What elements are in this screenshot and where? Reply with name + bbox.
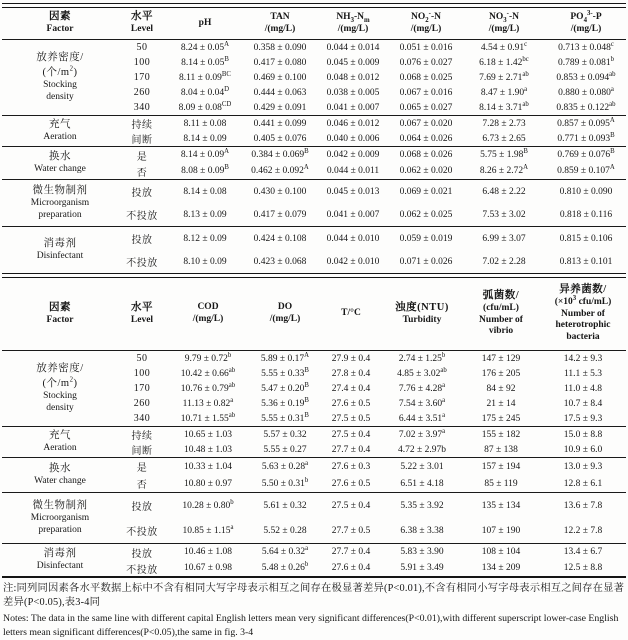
table-row [2, 458, 626, 476]
table-row [2, 493, 626, 519]
level-cell: 170 [133, 72, 151, 83]
value-cell: 10.48 ± 1.03 [184, 444, 232, 455]
factor-group [2, 427, 626, 458]
value-cell: 13.4 ± 6.7 [563, 547, 603, 557]
level-cell: 投放 [131, 188, 153, 199]
column-header: 水平 Level [130, 301, 154, 325]
column-header: $NO_3^--N$ /(mg/L) [488, 9, 520, 34]
value-cell: 0.880 ± 0.080$^a$ [558, 85, 614, 98]
value-cell: 0.405 ± 0.076 [253, 133, 307, 144]
value-cell: 7.53 ± 3.02 [482, 209, 526, 220]
factor-group [2, 227, 626, 274]
value-cell: 2.74 ± 1.25$^b$ [398, 351, 446, 364]
value-cell: 10.7 ± 8.4 [563, 398, 603, 409]
value-cell: 0.818 ± 0.116 [559, 209, 613, 220]
value-cell: 0.430 ± 0.100 [253, 186, 307, 197]
table-row [2, 180, 626, 204]
level-cell: 投放 [131, 502, 153, 513]
value-cell: $8.14 \pm 0.05^B$ [181, 55, 229, 68]
value-cell: 0.048 ± 0.012 [326, 72, 380, 83]
value-cell: 5.35 ± 3.92 [400, 500, 444, 511]
level-cell: 170 [133, 383, 151, 394]
factor-group [2, 458, 626, 493]
value-cell: 12.2 ± 7.8 [563, 525, 603, 536]
value-cell: 14.2 ± 9.3 [563, 353, 603, 364]
value-cell: 0.042 ± 0.009 [326, 150, 380, 160]
column-header: 水平 Level [130, 11, 154, 35]
value-cell: 10.28 ± 0.80$^b$ [182, 498, 234, 511]
value-cell: $0.859 \pm 0.107^A$ [557, 163, 615, 176]
value-cell: 0.067 ± 0.016 [399, 87, 453, 98]
value-cell: 11.0 ± 4.8 [563, 383, 603, 394]
value-cell: 10.67 ± 0.98 [184, 563, 232, 573]
table-notes [3, 582, 625, 640]
value-cell: 108 ± 104 [481, 547, 521, 557]
value-cell: 157 ± 194 [481, 461, 521, 472]
value-cell: 0.815 ± 0.106 [559, 233, 613, 244]
value-cell: 11.1 ± 5.3 [563, 368, 603, 379]
value-cell: 155 ± 182 [481, 429, 521, 440]
value-cell: 175 ± 245 [481, 413, 521, 424]
column-header: $NO_2^--N$ /(mg/L) [410, 9, 442, 34]
factor-group [2, 544, 626, 577]
value-cell: $8.11 \pm 0.09^{BC}$ [179, 70, 231, 83]
value-cell: 0.810 ± 0.090 [559, 186, 613, 197]
value-cell: 6.73 ± 2.65 [482, 133, 526, 144]
column-header: 因素 Factor [46, 301, 74, 325]
value-cell: 12.5 ± 8.8 [563, 563, 603, 573]
value-cell: 0.051 ± 0.016 [399, 42, 453, 53]
value-cell: 27.9 ± 0.4 [331, 353, 371, 364]
value-cell: 0.853 ± 0.094$^{ab}$ [556, 70, 616, 83]
value-cell: 7.69 ± 2.71$^{ab}$ [479, 70, 529, 83]
factor-cell: 放养密度/ (个$/m^2$) Stocking density [36, 363, 84, 413]
column-header: $NH_3-N_m$ /(mg/L) [336, 11, 370, 34]
value-cell: 10.33 ± 1.04 [184, 461, 232, 472]
factor-group [2, 351, 626, 427]
factor-group [2, 493, 626, 544]
value-cell: 0.067 ± 0.020 [399, 118, 453, 129]
factor-group [2, 116, 626, 147]
value-cell: 0.041 ± 0.007 [326, 102, 380, 113]
value-cell: 84 ± 92 [486, 383, 516, 394]
value-cell: 8.13 ± 0.09 [183, 209, 227, 220]
value-cell: $0.462 \pm 0.092^A$ [251, 163, 309, 176]
note-chinese: 注:同列同因素各水平数据上标中不含有相同大写字母表示相互之间存在极显著差异(P<0.01),不含有相同小写字母表示相互之间存在显著差异(P<0.05),表3-4同 [3, 583, 625, 609]
value-cell: 27.4 ± 0.4 [331, 383, 371, 394]
level-cell: 是 [136, 463, 148, 474]
value-cell: 10.65 ± 1.03 [184, 429, 232, 440]
value-cell: 7.28 ± 2.73 [482, 118, 526, 129]
value-cell: 27.7 ± 0.4 [331, 444, 371, 455]
value-cell: 7.54 ± 3.60$^a$ [398, 396, 446, 409]
value-cell: 27.6 ± 0.3 [331, 461, 371, 472]
value-cell: 0.424 ± 0.108 [253, 233, 307, 244]
header-row [2, 278, 626, 351]
factor-cell: 消毒剂 Disinfectant [36, 237, 84, 262]
value-cell: 27.7 ± 0.4 [331, 547, 371, 557]
table-row [2, 40, 626, 56]
water-quality-table-2 [2, 278, 626, 576]
value-cell: 27.6 ± 0.5 [331, 398, 371, 409]
level-cell: 投放 [131, 235, 153, 246]
factor-cell: 微生物制剂 Microorganism preparation [30, 185, 90, 221]
value-cell: 10.42 ± 0.66$^{ab}$ [180, 366, 236, 379]
value-cell: 0.358 ± 0.090 [253, 42, 307, 53]
value-cell: 0.045 ± 0.009 [326, 57, 380, 68]
value-cell: $5.55 \pm 0.31^B$ [261, 411, 309, 424]
value-cell: 0.038 ± 0.005 [326, 87, 380, 98]
level-cell: 不投放 [126, 258, 158, 269]
value-cell: $8.04 \pm 0.04^D$ [180, 85, 230, 98]
value-cell: 0.713 ± 0.048$^c$ [558, 40, 614, 53]
level-cell: 50 [136, 353, 148, 364]
table-row [2, 351, 626, 367]
level-cell: 340 [133, 102, 151, 113]
value-cell: $0.857 \pm 0.095^A$ [557, 116, 615, 129]
value-cell: 0.469 ± 0.100 [253, 72, 307, 83]
table-row [2, 427, 626, 443]
level-cell: 不投放 [126, 527, 158, 538]
value-cell: 5.55 ± 0.27 [263, 444, 307, 455]
level-cell: 否 [136, 167, 148, 179]
level-cell: 50 [136, 42, 148, 53]
value-cell: 12.8 ± 6.1 [563, 478, 603, 489]
value-cell: 0.068 ± 0.025 [399, 72, 453, 83]
value-cell: 27.5 ± 0.4 [331, 429, 371, 440]
value-cell: 7.02 ± 2.28 [482, 256, 526, 267]
note-english: Notes: The data in the same line with different capital English letters mean very significant differences(P<0.01),with different superscript lower-case English letters mean significant differences(P<0.05),the same in fig. 3-4 [3, 612, 619, 639]
value-cell: $8.24 \pm 0.05^A$ [180, 40, 230, 53]
value-cell: 0.065 ± 0.027 [399, 102, 453, 113]
factor-group [2, 180, 626, 227]
value-cell: 7.76 ± 4.28$^a$ [398, 381, 446, 394]
column-header: pH [198, 17, 212, 28]
value-cell: 0.835 ± 0.122$^{ab}$ [556, 100, 616, 113]
value-cell: 0.064 ± 0.026 [399, 133, 453, 144]
value-cell: 10.85 ± 1.15$^a$ [182, 523, 234, 536]
value-cell: $0.771 \pm 0.093^B$ [557, 131, 615, 144]
value-cell: 6.99 ± 3.07 [482, 233, 526, 244]
value-cell: 0.062 ± 0.020 [399, 166, 453, 176]
value-cell: 0.045 ± 0.013 [326, 186, 380, 197]
value-cell: $8.26 \pm 2.72^A$ [479, 163, 529, 176]
value-cell: $0.384 \pm 0.069^B$ [251, 147, 309, 160]
column-header: 异养菌数/ ($\times 10^3$ cfu/mL) Number of heterotrophic bacteria [554, 284, 612, 342]
value-cell: 134 ± 209 [481, 563, 521, 573]
level-cell: 间断 [131, 446, 153, 457]
value-cell: 0.044 ± 0.014 [326, 42, 380, 53]
value-cell: 0.059 ± 0.019 [399, 233, 453, 244]
value-cell: 8.12 ± 0.09 [183, 233, 227, 244]
value-cell: 0.441 ± 0.099 [253, 118, 307, 129]
factor-cell: 换水 Water change [34, 462, 86, 487]
value-cell: 5.64 ± 0.32$^a$ [261, 544, 309, 557]
value-cell: 87 ± 138 [484, 444, 518, 455]
value-cell: 4.54 ± 0.91$^c$ [480, 40, 528, 53]
value-cell: $8.14 \pm 0.09^A$ [180, 147, 230, 160]
value-cell: 5.48 ± 0.26$^b$ [261, 560, 309, 573]
value-cell: 6.48 ± 2.22 [482, 186, 526, 197]
value-cell: 8.14 ± 0.09 [183, 133, 227, 144]
level-cell: 340 [133, 413, 151, 424]
header-row [2, 8, 626, 40]
value-cell: $5.47 \pm 0.20^B$ [261, 381, 309, 394]
value-cell: 8.14 ± 0.08 [183, 186, 227, 197]
value-cell: $5.55 \pm 0.33^B$ [261, 366, 309, 379]
value-cell: 0.069 ± 0.021 [399, 186, 453, 197]
column-header: T/°C [341, 308, 361, 319]
value-cell: 0.444 ± 0.063 [253, 87, 307, 98]
level-cell: 持续 [131, 120, 153, 131]
value-cell: 15.0 ± 8.8 [563, 429, 603, 440]
value-cell: 8.47 ± 1.90$^a$ [480, 85, 528, 98]
value-cell: 27.6 ± 0.4 [331, 563, 371, 573]
value-cell: 10.80 ± 0.97 [184, 478, 232, 489]
level-cell: 是 [136, 151, 148, 163]
value-cell: $8.08 \pm 0.09^B$ [181, 163, 229, 176]
level-cell: 间断 [131, 135, 153, 146]
value-cell: 8.11 ± 0.08 [183, 118, 227, 129]
factor-group [2, 147, 626, 180]
value-cell: $0.769 \pm 0.076^B$ [557, 147, 615, 160]
value-cell: 8.14 ± 3.71$^{ab}$ [479, 100, 529, 113]
column-header: 因素 Factor [46, 11, 74, 35]
value-cell: $5.89 \pm 0.17^A$ [260, 351, 310, 364]
value-cell: 6.44 ± 3.51$^a$ [398, 411, 446, 424]
value-cell: 5.52 ± 0.28 [263, 525, 307, 536]
level-cell: 100 [133, 57, 151, 68]
level-cell: 不投放 [126, 564, 158, 576]
column-header: COD /(mg/L) [192, 302, 224, 324]
value-cell: 13.6 ± 7.8 [563, 500, 603, 511]
value-cell: 6.51 ± 4.18 [400, 478, 444, 489]
value-cell: $8.09 \pm 0.08^{CD}$ [178, 100, 232, 113]
value-cell: 10.71 ± 1.55$^{ab}$ [180, 411, 236, 424]
water-quality-table-1 [2, 8, 626, 273]
factor-cell: 消毒剂 Disinfectant [36, 547, 84, 572]
value-cell: 176 ± 205 [481, 368, 521, 379]
table-row [2, 116, 626, 132]
column-header: 弧菌数/ (cfu/mL) Number of vibrio [479, 290, 523, 337]
table-row [2, 227, 626, 251]
value-cell: 0.044 ± 0.011 [326, 166, 380, 176]
value-cell: 5.22 ± 3.01 [400, 461, 444, 472]
value-cell: 0.040 ± 0.006 [326, 133, 380, 144]
value-cell: 5.50 ± 0.31$^b$ [261, 476, 309, 489]
level-cell: 100 [133, 368, 151, 379]
value-cell: 147 ± 129 [481, 353, 521, 364]
table-row [2, 147, 626, 164]
value-cell: 9.79 ± 0.72$^b$ [184, 351, 232, 364]
level-cell: 不投放 [126, 211, 158, 222]
value-cell: 4.72 ± 2.97b [398, 444, 446, 455]
value-cell: 0.044 ± 0.010 [326, 233, 380, 244]
value-cell: 6.38 ± 3.38 [400, 525, 444, 536]
value-cell: 27.5 ± 0.4 [331, 500, 371, 511]
value-cell: 13.0 ± 9.3 [563, 461, 603, 472]
column-header: TAN /(mg/L) [264, 11, 296, 34]
value-cell: 0.417 ± 0.080 [253, 57, 307, 68]
value-cell: 0.813 ± 0.101 [559, 256, 613, 267]
level-cell: 260 [133, 87, 151, 98]
factor-cell: 充气 Aeration [43, 118, 77, 143]
value-cell: 4.85 ± 3.02$^{ab}$ [397, 366, 447, 379]
column-header: DO /(mg/L) [269, 302, 301, 324]
value-cell: 8.10 ± 0.09 [183, 256, 227, 267]
value-cell: 0.071 ± 0.026 [399, 256, 453, 267]
value-cell: 85 ± 119 [484, 478, 518, 489]
value-cell: 7.02 ± 3.97$^a$ [398, 427, 446, 440]
value-cell: 0.423 ± 0.068 [253, 256, 307, 267]
value-cell: 0.068 ± 0.026 [399, 150, 453, 160]
value-cell: 10.46 ± 1.08 [184, 547, 232, 557]
value-cell: 0.062 ± 0.025 [399, 209, 453, 220]
value-cell: 17.5 ± 9.3 [563, 413, 603, 424]
table-bottom-rule [2, 576, 626, 578]
factor-group [2, 40, 626, 116]
microbiology-table [2, 278, 626, 576]
value-cell: 5.61 ± 0.32 [263, 500, 307, 511]
value-cell: 0.789 ± 0.081$^b$ [557, 55, 615, 68]
chemistry-table [2, 8, 626, 273]
value-cell: 0.046 ± 0.012 [326, 118, 380, 129]
value-cell: 107 ± 190 [481, 525, 521, 536]
factor-cell: 微生物制剂 Microorganism preparation [30, 500, 90, 536]
value-cell: $5.75 \pm 1.98^B$ [480, 147, 528, 160]
value-cell: 5.63 ± 0.28$^a$ [261, 459, 309, 472]
value-cell: 10.76 ± 0.79$^{ab}$ [180, 381, 236, 394]
value-cell: 0.429 ± 0.091 [253, 102, 307, 113]
factor-cell: 放养密度/ (个$/m^2$) Stocking density [36, 52, 84, 102]
table-row [2, 544, 626, 561]
value-cell: 27.7 ± 0.5 [331, 525, 371, 536]
value-cell: 5.57 ± 0.32 [263, 429, 307, 440]
value-cell: 10.9 ± 6.0 [563, 444, 603, 455]
level-cell: 持续 [131, 431, 153, 442]
value-cell: 0.417 ± 0.079 [253, 209, 307, 220]
value-cell: 27.6 ± 0.5 [331, 478, 371, 489]
column-header: 浊度(NTU) Turbidity [395, 301, 449, 325]
value-cell: 5.91 ± 3.49 [400, 563, 444, 573]
level-cell: 260 [133, 398, 151, 409]
level-cell: 投放 [131, 548, 153, 560]
value-cell: 11.13 ± 0.82$^a$ [182, 396, 234, 409]
value-cell: 5.83 ± 3.90 [400, 547, 444, 557]
value-cell: 27.5 ± 0.5 [331, 413, 371, 424]
factor-cell: 充气 Aeration [43, 429, 77, 454]
value-cell: 135 ± 134 [481, 500, 521, 511]
value-cell: 0.076 ± 0.027 [399, 57, 453, 68]
value-cell: 0.041 ± 0.007 [326, 209, 380, 220]
column-header: $PO_4^{3-}-P$ /(mg/L) [570, 9, 602, 34]
level-cell: 否 [136, 480, 148, 491]
value-cell: 21 ± 14 [486, 398, 516, 409]
value-cell: 0.042 ± 0.010 [326, 256, 380, 267]
value-cell: $5.36 \pm 0.19^B$ [261, 396, 309, 409]
factor-cell: 换水 Water change [34, 150, 86, 175]
value-cell: 6.18 ± 1.42$^{bc}$ [479, 55, 529, 68]
value-cell: 27.8 ± 0.4 [331, 368, 371, 379]
